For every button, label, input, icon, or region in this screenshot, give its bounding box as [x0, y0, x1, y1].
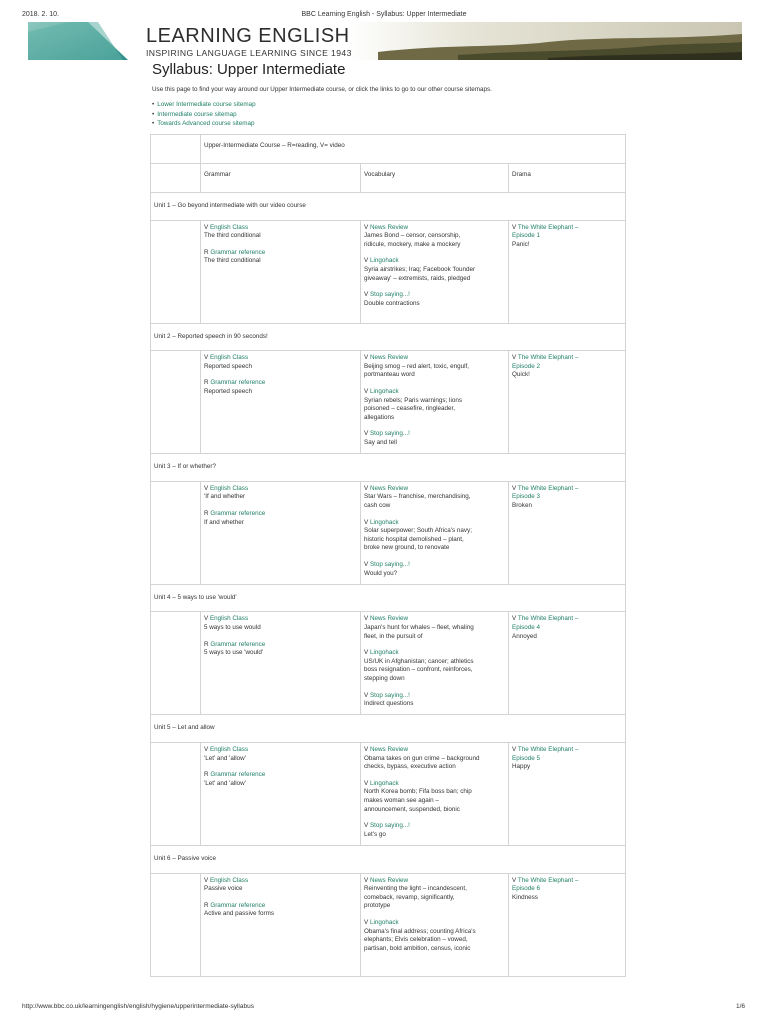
resource-description: Syrian rebels; Paris warnings; lions — [364, 396, 462, 404]
vocabulary-cell — [361, 351, 509, 454]
lower-intermediate-sitemap-link[interactable]: Lower Intermediate course sitemap — [157, 101, 256, 108]
resource-description: poisoned – ceasefire, ringleader, — [364, 405, 456, 413]
empty-cell — [151, 742, 201, 845]
resource-description: Double contractions — [364, 299, 420, 307]
column-header-row — [151, 164, 626, 193]
vocabulary-cell — [361, 873, 509, 976]
resource-link[interactable]: The White Elephant – — [517, 484, 579, 492]
towards-advanced-sitemap-link[interactable]: Towards Advanced course sitemap — [157, 120, 255, 127]
page-title: Syllabus: Upper Intermediate — [152, 61, 346, 78]
table-row — [151, 351, 626, 454]
resource-link[interactable]: News Review — [369, 354, 409, 362]
resource-heading — [204, 485, 357, 494]
resource-link[interactable]: News Review — [369, 484, 409, 492]
resource-link[interactable]: Stop saying...! — [369, 291, 410, 299]
resource-type-label: V — [364, 745, 370, 753]
unit-title: Unit 2 – Reported speech in 90 seconds! — [151, 323, 626, 351]
unit-title: Unit 5 – Let and allow — [151, 715, 626, 743]
resource-block — [512, 746, 622, 772]
resource-description: broke new ground, to renovate — [364, 544, 450, 552]
resource-type-label: V — [364, 387, 370, 395]
resource-type-label: V — [512, 354, 518, 362]
resource-link-line — [512, 363, 622, 372]
resource-link[interactable]: News Review — [369, 745, 409, 753]
resource-link[interactable]: Lingohack — [369, 387, 399, 395]
resource-description: announcement, suspended, bionic — [364, 805, 460, 813]
unit-title-row — [151, 454, 626, 482]
unit-title: Unit 6 – Passive voice — [151, 845, 626, 873]
resource-description: Syria airstrikes; Iraq; Facebook 'founder — [364, 265, 476, 273]
unit-title-row — [151, 323, 626, 351]
print-title: BBC Learning English - Syllabus: Upper Intermediate — [301, 11, 467, 18]
resource-link[interactable]: The White Elephant – — [517, 745, 579, 753]
resource-type-label: V — [512, 484, 518, 492]
resource-type-label: V — [364, 484, 370, 492]
resource-block — [512, 485, 622, 511]
resource-block — [364, 649, 505, 683]
resource-type-label: V — [364, 649, 370, 657]
resource-type-label: V — [512, 745, 518, 753]
resource-description: partisan, bold ambition, census, iconic — [364, 944, 471, 952]
resource-type-label: R — [204, 509, 211, 517]
drama-cell — [509, 873, 626, 976]
resource-heading — [204, 746, 357, 755]
resource-block — [364, 822, 505, 839]
resource-link[interactable]: Episode 4 — [512, 623, 541, 631]
resource-link[interactable]: Episode 3 — [512, 493, 541, 501]
resource-type-label: V — [364, 822, 370, 830]
resource-description: Quick! — [512, 371, 530, 379]
bullet-icon: • — [152, 120, 155, 127]
brand-tagline: INSPIRING LANGUAGE LEARNING SINCE 1943 — [146, 48, 352, 58]
resource-heading — [512, 746, 622, 755]
resource-link[interactable]: The White Elephant – — [517, 223, 579, 231]
intermediate-sitemap-link[interactable]: Intermediate course sitemap — [157, 110, 237, 118]
print-page-number: 1/6 — [735, 1003, 745, 1010]
resource-block — [364, 291, 505, 308]
resource-block — [204, 379, 357, 396]
resource-block — [512, 354, 622, 380]
resource-description: 'Let' and 'allow' — [204, 779, 246, 787]
resource-description: Active and passive forms — [204, 910, 274, 918]
resource-description: prototype — [364, 902, 391, 910]
resource-description: Annoyed — [512, 632, 537, 640]
resource-heading — [204, 510, 357, 519]
resource-link[interactable]: The White Elephant – — [517, 615, 579, 623]
resource-link[interactable]: English Class — [209, 615, 249, 623]
resource-heading — [512, 224, 622, 233]
resource-description: Star Wars – franchise, merchandising, — [364, 493, 471, 501]
resource-heading — [364, 291, 505, 300]
column-header-vocabulary: Vocabulary — [361, 164, 509, 193]
resource-block — [204, 877, 357, 894]
resource-heading — [364, 649, 505, 658]
resource-block — [364, 919, 505, 953]
resource-description: US/UK in Afghanistan; cancer; athletics — [364, 657, 474, 665]
resource-type-label: V — [204, 223, 210, 231]
resource-description: allegations — [364, 413, 395, 421]
resource-block — [204, 902, 357, 919]
column-header-drama: Drama — [509, 164, 626, 193]
resource-description: Obama's final address; counting Africa's — [364, 927, 476, 935]
empty-cell — [151, 220, 201, 323]
resource-link[interactable]: Grammar reference — [210, 640, 266, 648]
resource-type-label: V — [364, 779, 370, 787]
resource-description: Would you? — [364, 569, 398, 577]
resource-link[interactable]: Stop saying...! — [369, 691, 410, 699]
brand-title[interactable]: LEARNING ENGLISH — [146, 25, 350, 47]
resource-link-line — [512, 885, 622, 894]
resource-description: Say and tell — [364, 438, 397, 446]
resource-heading — [204, 615, 357, 624]
resource-heading — [364, 780, 505, 789]
resource-block — [364, 877, 505, 911]
resource-block — [204, 510, 357, 527]
resource-block — [364, 746, 505, 772]
resource-block — [364, 615, 505, 641]
resource-link[interactable]: English Class — [209, 484, 249, 492]
vocabulary-cell — [361, 612, 509, 715]
resource-link[interactable]: Stop saying...! — [369, 430, 410, 438]
resource-link[interactable]: English Class — [209, 354, 249, 362]
empty-cell — [151, 481, 201, 584]
resource-block — [364, 692, 505, 709]
resource-heading — [204, 354, 357, 363]
print-url: http://www.bbc.co.uk/learningenglish/english/hygiene/upperintermediate-syllabus — [22, 1003, 254, 1010]
resource-link[interactable]: News Review — [369, 223, 409, 231]
resource-type-label: V — [512, 876, 518, 884]
resource-block — [204, 641, 357, 658]
print-date: 2018. 2. 10. — [22, 11, 59, 18]
resource-block — [204, 224, 357, 241]
vocabulary-cell — [361, 481, 509, 584]
resource-heading — [204, 902, 357, 911]
resource-link[interactable]: English Class — [209, 745, 249, 753]
resource-type-label: V — [364, 876, 370, 884]
resource-type-label: V — [204, 876, 210, 884]
resource-link[interactable]: News Review — [369, 876, 409, 884]
vocabulary-cell — [361, 220, 509, 323]
caption-row — [151, 135, 626, 164]
resource-description: Obama takes on gun crime – background — [364, 754, 480, 762]
resource-link[interactable]: Episode 2 — [512, 362, 541, 370]
resource-description: fleet, in the pursuit of — [364, 632, 423, 640]
resource-heading — [204, 379, 357, 388]
resource-type-label: R — [204, 901, 211, 909]
column-header-grammar: Grammar — [201, 164, 361, 193]
drama-cell — [509, 612, 626, 715]
drama-cell — [509, 351, 626, 454]
resource-block — [204, 485, 357, 502]
resource-heading — [512, 615, 622, 624]
resource-description: Kindness — [512, 893, 538, 901]
resource-link[interactable]: English Class — [209, 223, 249, 231]
resource-description: Reported speech — [204, 362, 252, 370]
resource-link[interactable]: Grammar reference — [210, 379, 266, 387]
resource-heading — [204, 641, 357, 650]
intro-text: Use this page to find your way around our Upper Intermediate course, or click the links to go to our other course sitemaps. — [152, 86, 492, 93]
resource-heading — [512, 485, 622, 494]
drama-cell — [509, 742, 626, 845]
resource-heading — [364, 224, 505, 233]
resource-type-label: V — [364, 257, 370, 265]
resource-block — [204, 249, 357, 266]
resource-description: Broken — [512, 501, 532, 509]
syllabus-table-body — [151, 135, 626, 977]
resource-description: makes woman see again – — [364, 796, 439, 804]
resource-heading — [364, 388, 505, 397]
empty-cell — [151, 612, 201, 715]
resource-description: 5 ways to use would — [204, 623, 261, 631]
resource-type-label: V — [364, 615, 370, 623]
resource-block — [364, 430, 505, 447]
table-row — [151, 612, 626, 715]
resource-description: James Bond – censor, censorship, — [364, 232, 461, 240]
resource-heading — [204, 224, 357, 233]
resource-heading — [204, 877, 357, 886]
resource-description: cash cow — [364, 501, 391, 509]
table-row — [151, 220, 626, 323]
syllabus-table — [150, 134, 626, 977]
resource-heading — [364, 561, 505, 570]
resource-link[interactable]: Episode 5 — [512, 754, 541, 762]
list-item — [152, 100, 256, 110]
resource-heading — [364, 257, 505, 266]
grammar-cell — [201, 220, 361, 323]
resource-block — [364, 519, 505, 553]
resource-type-label: R — [204, 771, 211, 779]
resource-heading — [364, 822, 505, 831]
resource-block — [204, 746, 357, 763]
resource-description: portmanteau word — [364, 371, 415, 379]
resource-heading — [364, 877, 505, 886]
resource-link[interactable]: Stop saying...! — [369, 822, 410, 830]
unit-title-row — [151, 715, 626, 743]
resource-type-label: V — [204, 354, 210, 362]
vocabulary-cell — [361, 742, 509, 845]
resource-heading — [364, 354, 505, 363]
resource-heading — [364, 692, 505, 701]
resource-link[interactable]: Episode 6 — [512, 885, 541, 893]
resource-description: stepping down — [364, 674, 405, 682]
resource-description: Passive voice — [204, 885, 243, 893]
banner-landscape-image — [28, 22, 742, 60]
resource-type-label: V — [364, 354, 370, 362]
resource-link-line — [512, 624, 622, 633]
resource-description: If and whether — [204, 518, 244, 526]
resource-heading — [512, 354, 622, 363]
resource-heading — [512, 877, 622, 886]
resource-block — [512, 877, 622, 903]
unit-title: Unit 4 – 5 ways to use 'would' — [151, 584, 626, 612]
grammar-cell — [201, 351, 361, 454]
resource-heading — [364, 485, 505, 494]
resource-type-label: V — [512, 223, 518, 231]
resource-heading — [364, 615, 505, 624]
empty-cell — [151, 135, 201, 164]
resource-block — [364, 388, 505, 422]
resource-type-label: V — [364, 223, 370, 231]
resource-type-label: V — [204, 484, 210, 492]
resource-heading — [364, 430, 505, 439]
resource-description: Japan's hunt for whales – fleet, whaling — [364, 623, 474, 631]
resource-type-label: R — [204, 248, 211, 256]
list-item — [152, 119, 256, 129]
bullet-icon: • — [152, 110, 155, 118]
resource-description: The third conditional — [204, 232, 261, 240]
resource-type-label: V — [364, 918, 370, 926]
resource-link[interactable]: Grammar reference — [210, 509, 266, 517]
resource-block — [512, 224, 622, 250]
resource-type-label: V — [364, 430, 370, 438]
resource-description: 5 ways to use 'would' — [204, 649, 264, 657]
resource-link[interactable]: Episode 1 — [512, 232, 541, 240]
resource-description: Reported speech — [204, 387, 252, 395]
resource-description: North Korea bomb; Fifa boss ban; chip — [364, 788, 472, 796]
unit-title-row — [151, 845, 626, 873]
site-banner[interactable] — [28, 22, 742, 60]
resource-block — [364, 257, 505, 283]
resource-type-label: V — [364, 518, 370, 526]
resource-link[interactable]: Lingohack — [369, 518, 399, 526]
resource-heading — [204, 249, 357, 258]
resource-link[interactable]: Stop saying...! — [369, 560, 410, 568]
resource-type-label: V — [512, 615, 518, 623]
resource-description: boss resignation – confront, reinforces, — [364, 666, 473, 674]
resource-block — [364, 561, 505, 578]
unit-title: Unit 3 – If or whether? — [151, 454, 626, 482]
resource-block — [364, 485, 505, 511]
resource-block — [204, 354, 357, 371]
resource-description: Panic! — [512, 240, 530, 248]
resource-link-line — [512, 493, 622, 502]
resource-heading — [364, 919, 505, 928]
grammar-cell — [201, 612, 361, 715]
resource-link[interactable]: Lingohack — [369, 779, 399, 787]
resource-description: Reinventing the light – incandescent, — [364, 885, 467, 893]
resource-description: comeback, revamp, significantly, — [364, 893, 455, 901]
drama-cell — [509, 220, 626, 323]
resource-description: giveaway' – extremists, raids, pledged — [364, 274, 471, 282]
resource-description: 'If and whether — [204, 493, 246, 501]
resource-description: elephants; Elvis celebration – vowed, — [364, 936, 468, 944]
resource-link[interactable]: English Class — [209, 876, 249, 884]
resource-link[interactable]: Grammar reference — [210, 901, 266, 909]
resource-block — [364, 780, 505, 814]
resource-link-line — [512, 755, 622, 764]
unit-title: Unit 1 – Go beyond intermediate with our video course — [151, 193, 626, 221]
resource-description: Indirect questions — [364, 700, 414, 708]
resource-link[interactable]: Grammar reference — [210, 248, 266, 256]
resource-block — [204, 615, 357, 632]
resource-description: Solar superpower; South Africa's navy; — [364, 527, 472, 535]
resource-type-label: V — [364, 291, 370, 299]
unit-title-row — [151, 584, 626, 612]
resource-description: Beijing smog – red alert, toxic, engulf, — [364, 362, 470, 370]
grammar-cell — [201, 873, 361, 976]
sitemap-links — [152, 100, 256, 129]
resource-block — [204, 771, 357, 788]
resource-heading — [204, 771, 357, 780]
unit-title-row — [151, 193, 626, 221]
table-row — [151, 873, 626, 976]
resource-link-line — [512, 232, 622, 241]
drama-cell — [509, 481, 626, 584]
resource-description: checks, bypass, executive action — [364, 763, 456, 771]
resource-link[interactable]: Lingohack — [369, 918, 399, 926]
resource-type-label: V — [364, 560, 370, 568]
resource-type-label: V — [364, 691, 370, 699]
resource-heading — [364, 746, 505, 755]
resource-link[interactable]: Lingohack — [369, 257, 399, 265]
resource-block — [364, 354, 505, 380]
resource-type-label: R — [204, 640, 211, 648]
resource-description: Happy — [512, 763, 531, 771]
resource-type-label: V — [204, 745, 210, 753]
list-item — [152, 110, 256, 120]
resource-block — [512, 615, 622, 641]
resource-heading — [364, 519, 505, 528]
grammar-cell — [201, 742, 361, 845]
table-row — [151, 481, 626, 584]
resource-type-label: R — [204, 379, 211, 387]
resource-description: Let's go — [364, 830, 386, 838]
resource-link[interactable]: Lingohack — [369, 649, 399, 657]
empty-cell — [151, 351, 201, 454]
table-caption: Upper-Intermediate Course – R=reading, V= video — [201, 135, 626, 164]
grammar-cell — [201, 481, 361, 584]
empty-cell — [151, 164, 201, 193]
resource-link[interactable]: The White Elephant – — [517, 354, 579, 362]
empty-cell — [151, 873, 201, 976]
resource-block — [364, 224, 505, 250]
resource-description: The third conditional — [204, 257, 261, 265]
resource-description: 'Let' and 'allow' — [204, 754, 246, 762]
resource-type-label: V — [204, 615, 210, 623]
resource-description: historic hospital demolished – plant, — [364, 535, 464, 543]
resource-link[interactable]: Grammar reference — [210, 771, 266, 779]
resource-description: ridicule, mockery, make a mockery — [364, 240, 461, 248]
table-row — [151, 742, 626, 845]
resource-link[interactable]: The White Elephant – — [517, 876, 579, 884]
resource-link[interactable]: News Review — [369, 615, 409, 623]
bullet-icon: • — [152, 101, 155, 108]
